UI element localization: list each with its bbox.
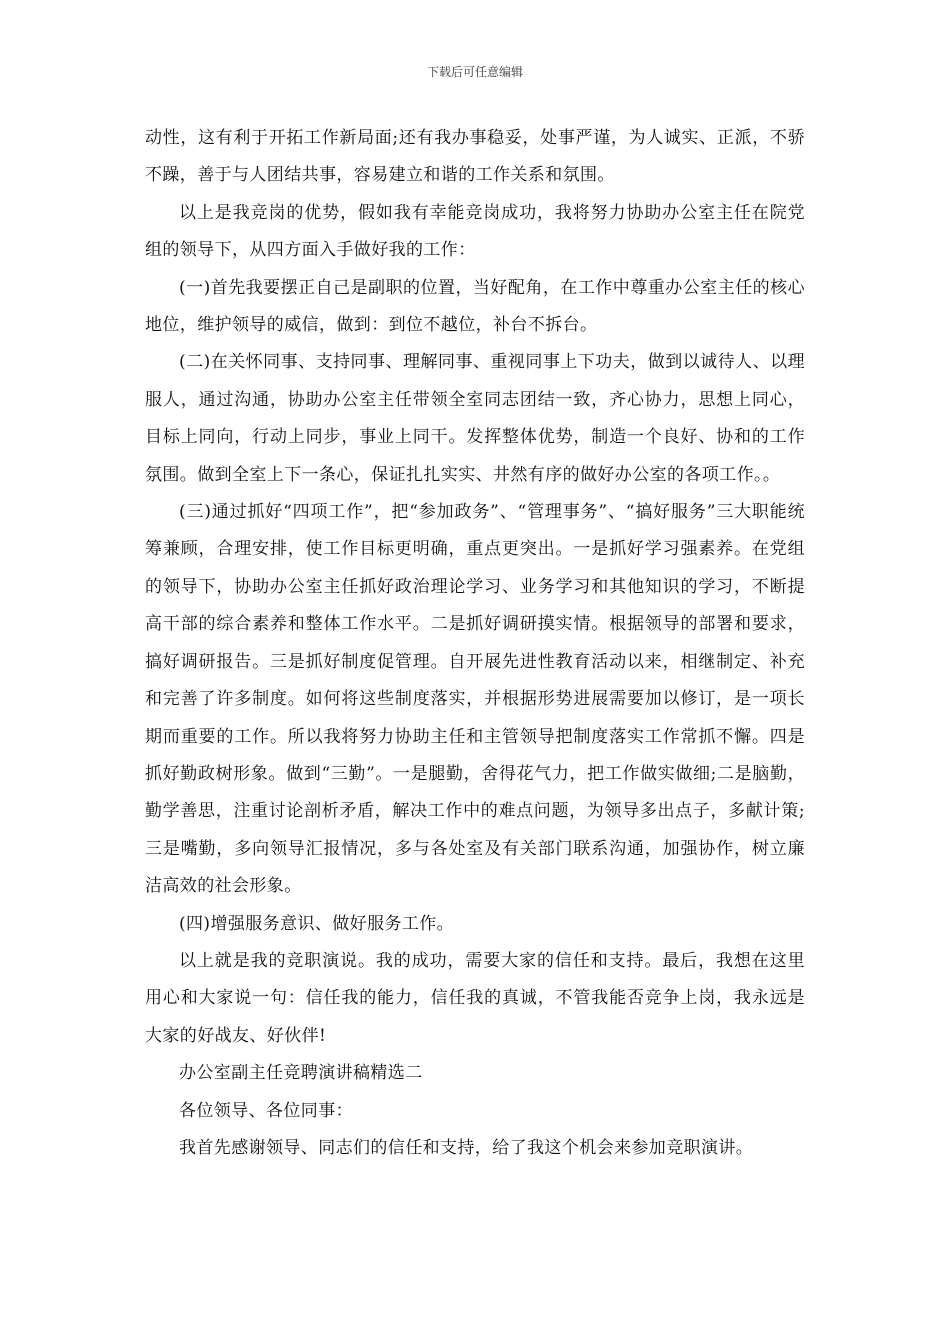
paragraph-6: (四)增强服务意识、做好服务工作。 bbox=[179, 913, 455, 934]
page-header: 下载后可任意编辑 bbox=[426, 65, 523, 79]
paragraph-10: 我首先感谢领导、同志们的信任和支持，给了我这个机会来参加竞职演讲。 bbox=[179, 1137, 754, 1158]
paragraph-1: 动性，这有利于开拓工作新局面;还有我办事稳妥，处事严谨，为人诚实、正派，不骄不躁，善于与人团结共事，容易建立和谐的工作关系和氛围。 bbox=[145, 128, 805, 186]
paragraph-5: (三)通过抓好“四项工作”，把“参加政务”、“管理事务”、“搞好服务”三大职能统筹兼顾，合理安排，使工作目标更明确，重点更突出。一是抓好学习强素养。在党组的领导下，协助办公室主任抓好政治理论学习、业务学习和其他知识的学习，不断提高干部的综合素养和整体工作水平。二是抓好调研摸实情。根据领导的部署和要求，搞好调研报告。三是抓好制度促管理。自开展先进性教育活动以来，相继制定、补充和完善了许多制度。如何将这些制度落实，并根据形势进展需要加以修订，是一项长期而重要的工作。所以我将努力协助主任和主管领导把制度落实工作常抓不懈。四是抓好勤政树形象。做到“三勤”。一是腿勤，舍得花气力，把工作做实做细;二是脑勤，勤学善思，注重讨论剖析矛盾，解决工作中的难点问题，为领导多出点子，多献计策;三是嘴勤，多向领导汇报情况，多与各处室及有关部门联系沟通，加强协作，树立廉洁高效的社会形象。 bbox=[145, 502, 805, 897]
document-body bbox=[145, 120, 805, 1167]
paragraph-2: 以上是我竞岗的优势，假如我有幸能竞岗成功，我将努力协助办公室主任在院党组的领导下，从四方面入手做好我的工作： bbox=[145, 202, 805, 261]
salutation: 各位领导、各位同事： bbox=[179, 1100, 353, 1121]
paragraph-4: (二)在关怀同事、支持同事、理解同事、重视同事上下功夫，做到以诚待人、以理服人，通过沟通，协助办公室主任带领全室同志团结一致，齐心协力，思想上同心，目标上同向，行动上同步，事业上同干。发挥整体优势，制造一个良好、协和的工作氛围。做到全室上下一条心，保证扎扎实实、井然有序的做好办公室的各项工作。。 bbox=[145, 352, 805, 485]
paragraph-7: 以上就是我的竞职演说。我的成功，需要大家的信任和支持。最后，我想在这里用心和大家说一句：信任我的能力，信任我的真诚，不管我能否竞争上岗，我永远是大家的好战友、好伙伴! bbox=[145, 950, 805, 1046]
paragraph-3: (一)首先我要摆正自己是副职的位置，当好配角，在工作中尊重办公室主任的核心地位，维护领导的威信，做到：到位不越位，补台不拆台。 bbox=[145, 277, 805, 336]
section-title: 办公室副主任竞聘演讲稿精选二 bbox=[179, 1063, 423, 1084]
